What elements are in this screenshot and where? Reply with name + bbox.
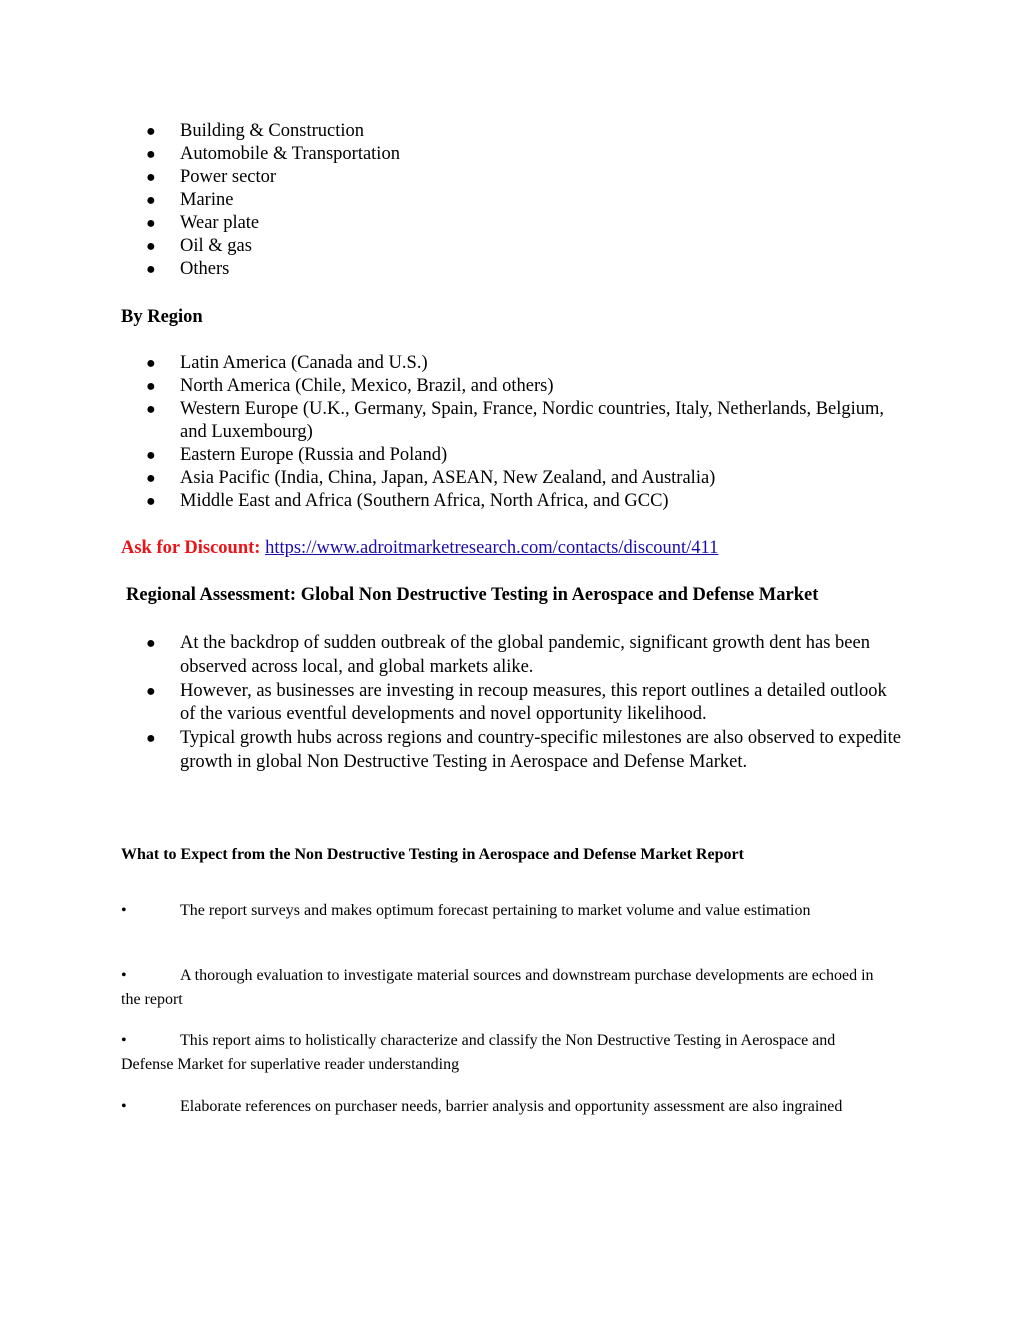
expect-paragraph: • This report aims to holistically characterize and classify the Non Destructive Testing in Aerospace and Defense Market for superlative reader understanding <box>121 1029 891 1077</box>
list-item: ● Latin America (Canada and U.S.) <box>146 353 428 373</box>
bullet-icon: ● <box>146 146 156 163</box>
list-item: ● Marine <box>146 190 234 210</box>
list-item: ● Wear plate <box>146 213 260 233</box>
assessment-list <box>0 632 1024 775</box>
product-type-list <box>0 120 1024 281</box>
bullet-icon: ● <box>146 470 156 487</box>
list-item: ● Typical growth hubs across regions and country-specific milestones are also observed to expedite growth in global Non Destructive Testing in Aerospace and Defense Market. <box>146 728 902 772</box>
expect-paragraph: • The report surveys and makes optimum forecast pertaining to market volume and value estimation <box>121 899 891 923</box>
bullet-icon: ● <box>146 378 156 395</box>
list-item: ● Power sector <box>146 167 277 187</box>
list-item: ● Others <box>146 259 230 279</box>
bullet-icon: ● <box>146 447 156 464</box>
bullet-icon: • <box>121 967 127 984</box>
bullet-icon: • <box>121 902 127 919</box>
list-item: ● Eastern Europe (Russia and Poland) <box>146 445 448 465</box>
list-item: ● Building & Construction <box>146 121 364 141</box>
expect-paragraph: • Elaborate references on purchaser needs, barrier analysis and opportunity assessment are also ingrained <box>121 1095 891 1119</box>
discount-line <box>121 537 718 560</box>
bullet-icon: • <box>121 1098 127 1115</box>
list-item: ● At the backdrop of sudden outbreak of the global pandemic, significant growth dent has been observed across local, and global markets alike. <box>146 633 870 677</box>
region-list <box>0 352 1024 513</box>
list-item: ● Western Europe (U.K., Germany, Spain, France, Nordic countries, Italy, Netherlands, Belgium, and Luxembourg) <box>146 399 885 442</box>
list-item: ● Middle East and Africa (Southern Africa, North Africa, and GCC) <box>146 491 669 511</box>
bullet-icon: ● <box>146 123 156 140</box>
bullet-icon: ● <box>146 635 156 652</box>
assessment-heading: Regional Assessment: Global Non Destructive Testing in Aerospace and Defense Market <box>126 585 819 605</box>
list-item: ● Automobile & Transportation <box>146 144 400 164</box>
discount-label: Ask for Discount: <box>121 538 261 558</box>
bullet-icon: ● <box>146 169 156 186</box>
list-item: ● However, as businesses are investing in recoup measures, this report outlines a detailed outlook of the various eventful developments and novel opportunity likelihood. <box>146 680 887 724</box>
bullet-icon: • <box>121 1032 127 1049</box>
bullet-icon: ● <box>146 682 156 700</box>
discount-link[interactable]: https://www.adroitmarketresearch.com/contacts/discount/411 <box>265 538 719 558</box>
list-item: ● Asia Pacific (India, China, Japan, ASEAN, New Zealand, and Australia) <box>146 468 716 488</box>
bullet-icon: ● <box>146 215 156 232</box>
bullet-icon: ● <box>146 192 156 209</box>
list-item: ● North America (Chile, Mexico, Brazil, and others) <box>146 376 554 396</box>
bullet-icon: ● <box>146 238 156 255</box>
bullet-icon: ● <box>146 401 156 418</box>
by-region-heading: By Region <box>121 307 203 327</box>
list-item: ● Oil & gas <box>146 236 252 256</box>
expect-heading: What to Expect from the Non Destructive Testing in Aerospace and Defense Market Report <box>121 846 744 863</box>
bullet-icon: ● <box>146 730 156 747</box>
bullet-icon: ● <box>146 261 156 278</box>
bullet-icon: ● <box>146 493 156 510</box>
expect-paragraph: • A thorough evaluation to investigate material sources and downstream purchase developments are echoed in the report <box>121 964 891 1012</box>
bullet-icon: ● <box>146 355 156 372</box>
